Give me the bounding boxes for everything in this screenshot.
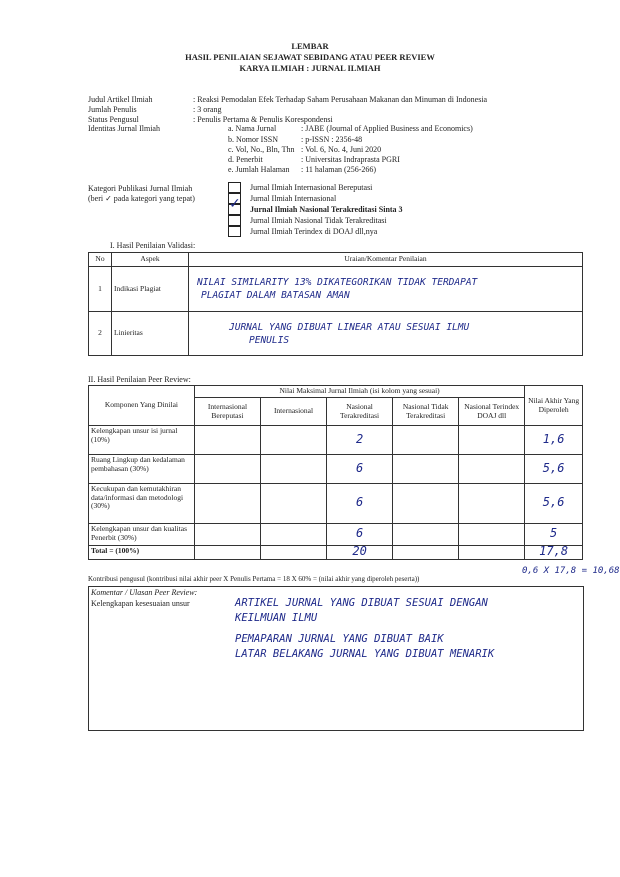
category-option-1: Jurnal Ilmiah Internasional Bereputasi: [250, 183, 373, 192]
validation-table: [88, 252, 583, 356]
form-header-line1: LEMBAR: [291, 41, 329, 51]
info-label-status: Status Pengusul: [88, 115, 139, 124]
checkmark-icon: ✓: [229, 196, 241, 212]
contrib-label: Kontribusi pengusul (kontribusi nilai akhir peer X Penulis Pertama = 18 X 60% = (nilai akhir yang diperoleh peserta)): [88, 575, 420, 583]
komponen-cell: Kelengkapan unsur dan kualitas Penerbit (30%): [89, 524, 195, 546]
category-option-4: Jurnal Ilmiah Nasional Tidak Terakreditasi: [250, 216, 387, 225]
komponen-cell: Ruang Lingkup dan kedalaman pembahasan (30%): [89, 455, 195, 484]
comments-label: Komentar / Ulasan Peer Review:: [91, 588, 198, 597]
journal-value-nama: : JABE (Journal of Applied Business and Economics): [301, 124, 473, 133]
section2-title: II. Hasil Penilaian Peer Review:: [88, 375, 191, 384]
handwritten-comment-line: ARTIKEL JURNAL YANG DIBUAT SESUAI DENGAN: [235, 597, 488, 609]
category-option-3: Jurnal Ilmiah Nasional Terakreditasi Sinta 3: [250, 205, 403, 214]
category-label: Kategori Publikasi Jurnal Ilmiah: [88, 184, 193, 193]
handwritten-comment-line: LATAR BELAKANG JURNAL YANG DIBUAT MENARIK: [235, 648, 495, 660]
table-row: [89, 524, 583, 546]
category-checkbox-1[interactable]: [228, 182, 241, 193]
handwritten-comment: JURNAL YANG DIBUAT LINEAR ATAU SESUAI ILMU: [229, 321, 470, 333]
handwritten-comment: PLAGIAT DALAM BATASAN AMAN: [201, 290, 350, 301]
journal-value-penerbit: : Universitas Indraprasta PGRI: [301, 155, 400, 164]
handwritten-total: 20: [352, 544, 367, 558]
col-uraian: Uraian/Komentar Penilaian: [189, 253, 583, 267]
subcol-internasional-bereputasi: Internasional Bereputasi: [194, 398, 260, 426]
category-checkbox-5[interactable]: [228, 226, 241, 237]
col-nilai-akhir: Nilai Akhir Yang Diperoleh: [525, 386, 583, 426]
row-no: 1: [89, 267, 112, 312]
col-aspek: Aspek: [112, 253, 189, 267]
handwritten-comment-line: PEMAPARAN JURNAL YANG DIBUAT BAIK: [235, 633, 444, 645]
row-aspek: Indikasi Plagiat: [112, 267, 189, 312]
table-row-total: [89, 546, 583, 560]
subcol-nasional-tidak-terakreditasi: Nasional Tidak Terakreditasi: [393, 398, 459, 426]
journal-value-issn: : p-ISSN : 2356-48: [301, 135, 363, 144]
journal-label-nama: a. Nama Jurnal: [228, 124, 277, 133]
handwritten-final-score: 5: [550, 526, 558, 541]
info-label-jumlah-penulis: Jumlah Penulis: [88, 105, 137, 114]
info-value-jumlah-penulis: : 3 orang: [193, 105, 222, 114]
form-header-line2: HASIL PENILAIAN SEJAWAT SEBIDANG ATAU PEER REVIEW: [185, 52, 435, 62]
table-row: [89, 426, 583, 455]
journal-label-vol: c. Vol, No., Bln, Thn: [228, 145, 295, 154]
handwritten-total-final: 17,8: [539, 544, 569, 558]
table-row: [89, 312, 583, 356]
table-row: [89, 267, 583, 312]
komponen-cell: Kecukupan dan kemutakhiran data/informasi dan metodologi (30%): [89, 484, 195, 524]
handwritten-score: 6: [355, 526, 364, 541]
section1-title: I. Hasil Penilaian Validasi:: [110, 241, 196, 250]
row-aspek: Linieritas: [112, 312, 189, 356]
col-komponen: Komponen Yang Dinilai: [89, 386, 195, 426]
comments-sublabel: Kelengkapan kesesuaian unsur: [91, 599, 190, 608]
category-sublabel: (beri ✓ pada kategori yang tepat): [88, 194, 195, 203]
handwritten-comment: PENULIS: [249, 334, 290, 346]
handwritten-final-score: 5,6: [542, 460, 565, 475]
journal-value-vol: : Vol. 6, No. 4, Juni 2020: [301, 145, 382, 154]
row-no: 2: [89, 312, 112, 356]
category-option-5: Jurnal Ilmiah Terindex di DOAJ dll,nya: [250, 227, 378, 236]
handwritten-contrib-value: 0,6 X 17,8 = 10,68: [522, 566, 620, 576]
handwritten-score: 2: [355, 431, 364, 446]
table-row: [89, 455, 583, 484]
journal-label-penerbit: d. Penerbit: [228, 155, 263, 164]
handwritten-final-score: 5,6: [542, 495, 565, 510]
handwritten-comment: NILAI SIMILARITY 13% DIKATEGORIKAN TIDAK TERDAPAT: [197, 277, 478, 288]
journal-label-issn: b. Nomor ISSN: [228, 135, 279, 144]
handwritten-comment-line: KEILMUAN ILMU: [235, 612, 318, 624]
peer-review-table: [88, 385, 583, 560]
subcol-nasional-terindex: Nasional Terindex DOAJ dll: [459, 398, 525, 426]
form-header-line3: KARYA ILMIAH : JURNAL ILMIAH: [239, 63, 381, 73]
table-row: [89, 484, 583, 524]
col-no: No: [89, 253, 112, 267]
komponen-cell: Kelengkapan unsur isi jurnal (10%): [89, 426, 195, 455]
category-option-2: Jurnal Ilmiah Internasional: [250, 194, 337, 203]
info-label-identitas: Identitas Jurnal Ilmiah: [88, 124, 160, 133]
info-value-status: : Penulis Pertama & Penulis Korespondensi: [193, 115, 333, 124]
comments-box: [88, 586, 584, 731]
info-value-judul: : Reaksi Pemodalan Efek Terhadap Saham Perusahaan Makanan dan Minuman di Indonesia: [193, 95, 488, 104]
subcol-internasional: Internasional: [260, 398, 326, 426]
journal-label-halaman: e. Jumlah Halaman: [228, 165, 290, 174]
subcol-nasional-terakreditasi: Nasional Terakreditasi: [327, 398, 393, 426]
category-checkbox-4[interactable]: [228, 215, 241, 226]
handwritten-score: 6: [355, 460, 364, 475]
info-label-judul: Judul Artikel Ilmiah: [88, 95, 153, 104]
total-label: Total = (100%): [89, 546, 195, 560]
col-group: Nilai Maksimal Jurnal Ilmiah (isi kolom yang sesuai): [194, 386, 524, 398]
handwritten-score: 6: [355, 495, 364, 510]
journal-value-halaman: : 11 halaman (256-266): [301, 165, 377, 174]
handwritten-final-score: 1,6: [542, 431, 565, 446]
